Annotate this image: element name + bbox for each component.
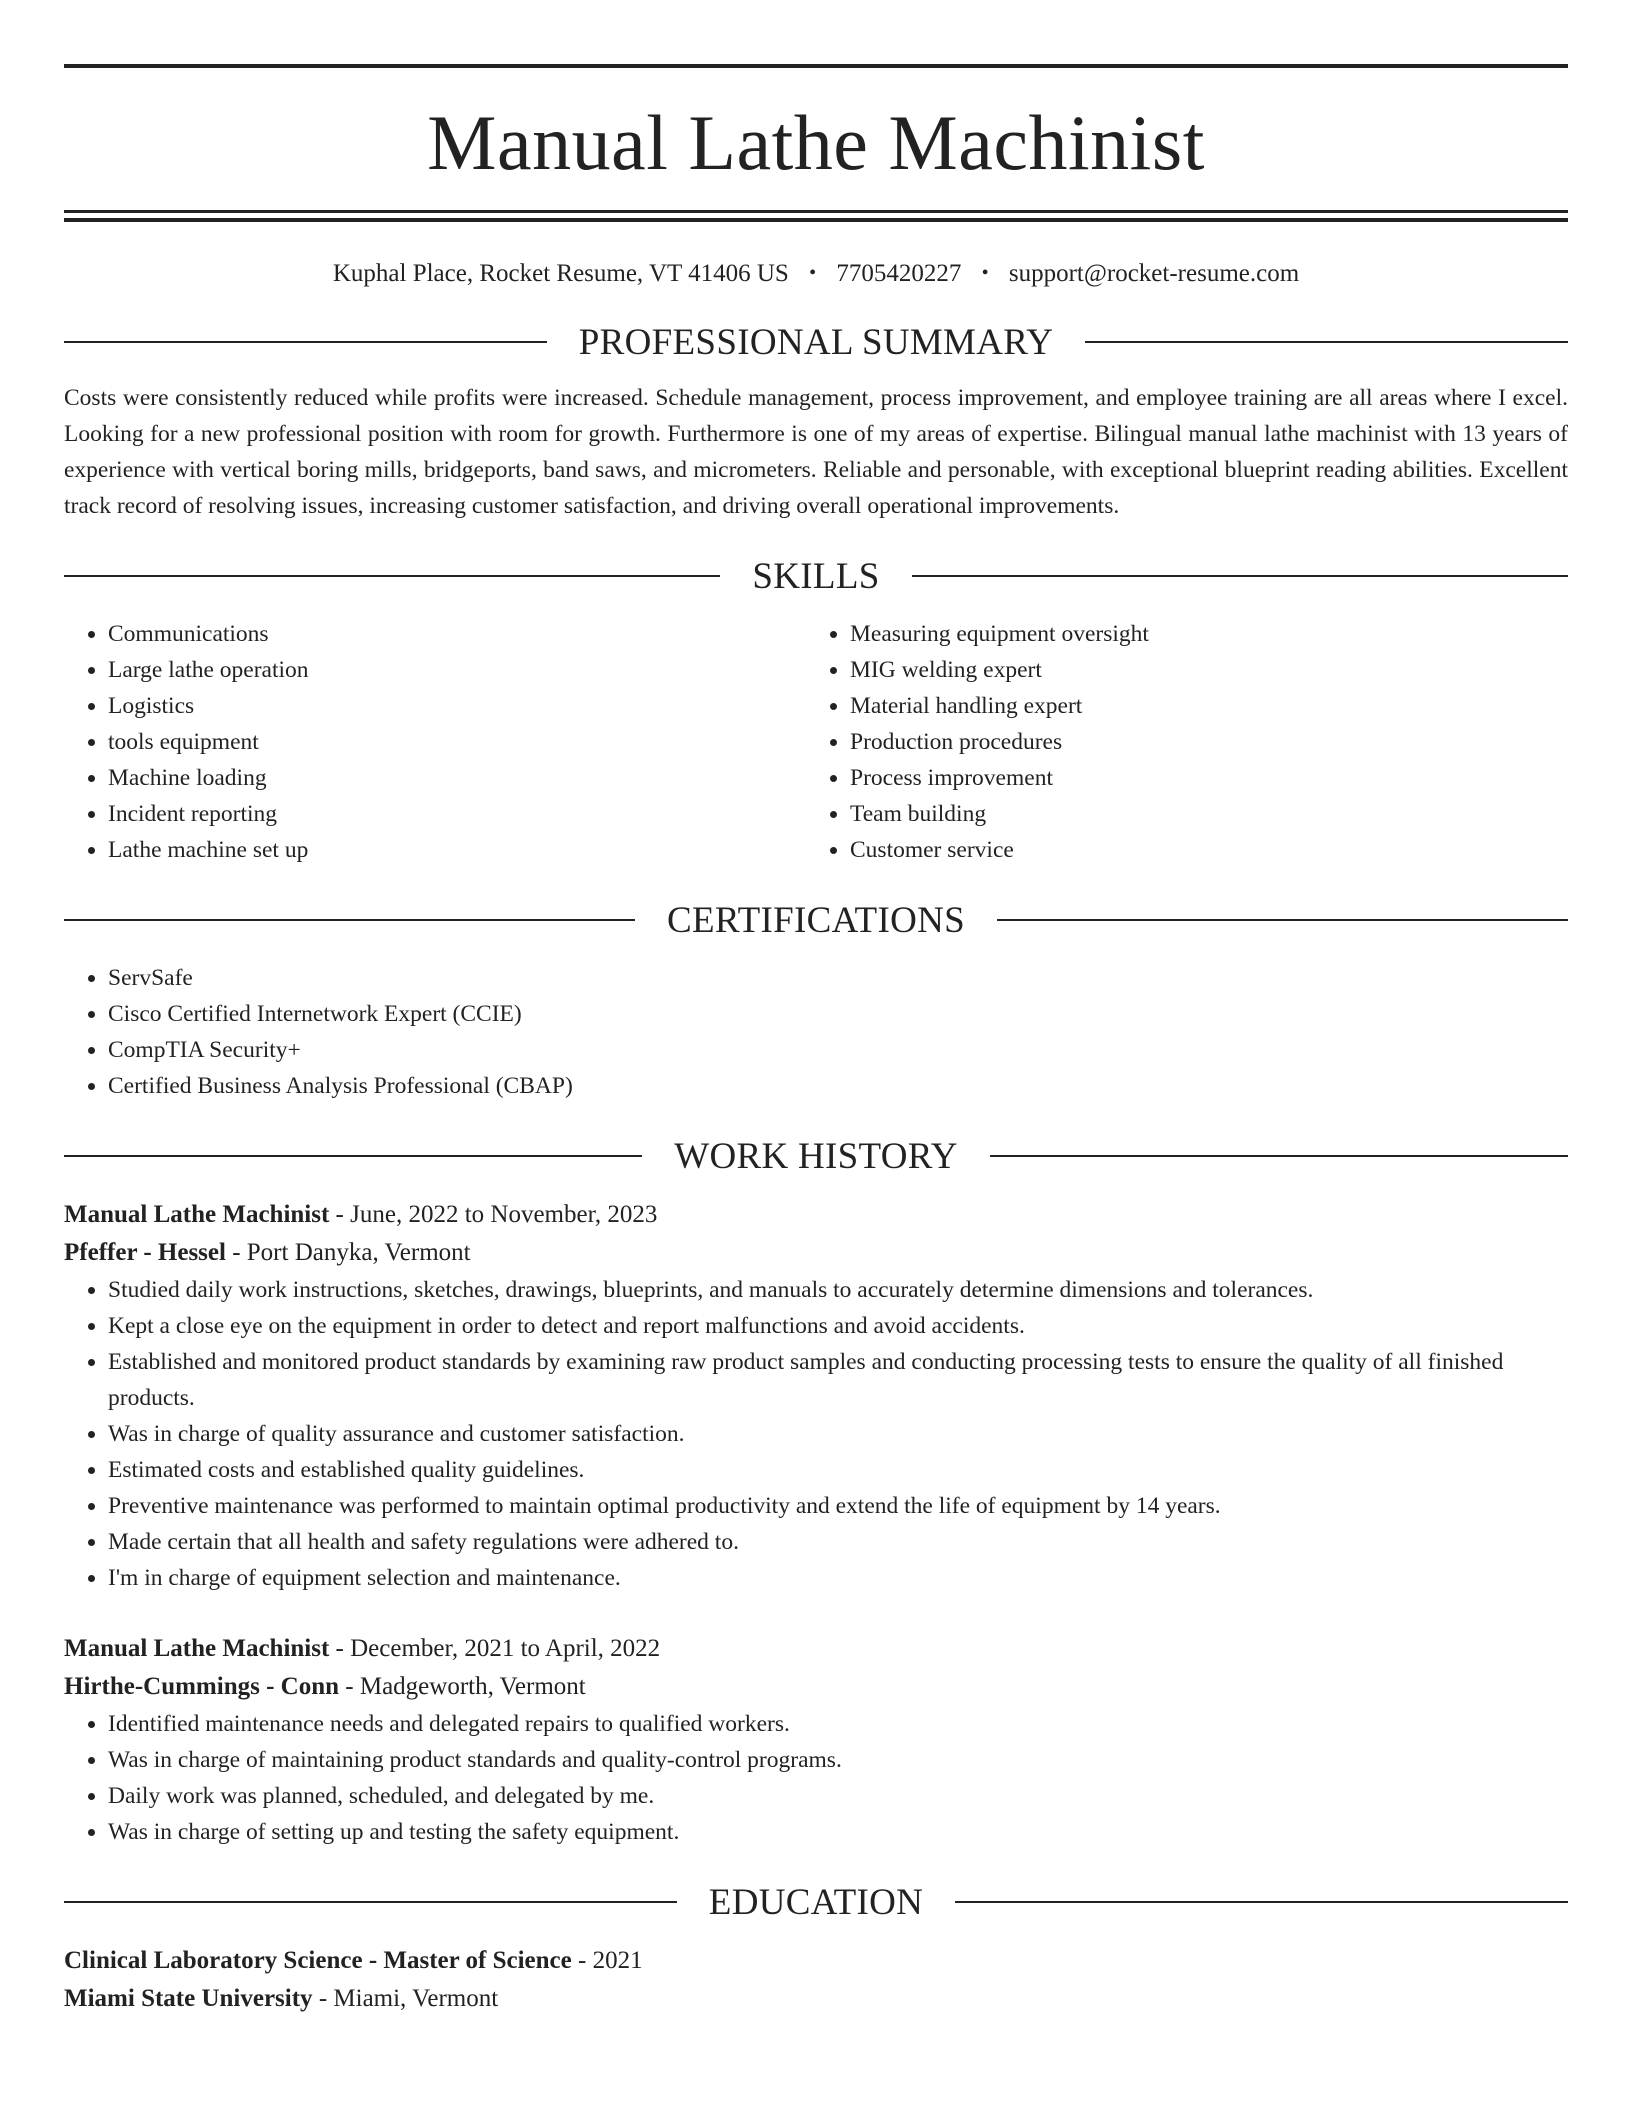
job-title: Manual Lathe Machinist (64, 1201, 330, 1228)
education-degree-line (64, 1942, 1568, 1980)
section-title-work-history: WORK HISTORY (674, 1135, 958, 1177)
job-company: Hirthe-Cummings - Conn (64, 1673, 340, 1700)
certification-item: • Cisco Certified Internetwork Expert (CCIE) (108, 996, 1568, 1032)
divider-line (64, 575, 720, 577)
job-title-line (64, 1630, 1568, 1668)
certification-item: • CompTIA Security+ (108, 1032, 1568, 1068)
contact-address: Kuphal Place, Rocket Resume, VT 41406 US (332, 260, 789, 287)
certifications-list (64, 960, 1568, 1104)
skill-item: • Production procedures (850, 724, 1548, 760)
job-duty-item: • Daily work was planned, scheduled, and delegated by me. (108, 1778, 1568, 1814)
divider-line (64, 919, 635, 921)
job-duty-item: • Studied daily work instructions, sketches, drawings, blueprints, and manuals to accurately determine dimensions and tolerances. (108, 1272, 1568, 1308)
resume-page (64, 0, 1568, 2018)
skill-item: • Incident reporting (108, 796, 806, 832)
contact-line (64, 256, 1568, 290)
section-title-skills: SKILLS (752, 555, 880, 597)
skills-column-left (64, 616, 806, 868)
skill-item: • Communications (108, 616, 806, 652)
job-company-line (64, 1668, 1568, 1706)
job-duty-item: • Estimated costs and established quality guidelines. (108, 1452, 1568, 1488)
education-degree: Clinical Laboratory Science - Master of Science (64, 1947, 572, 1974)
job-duty-item: • I'm in charge of equipment selection and maintenance. (108, 1560, 1568, 1596)
skill-item: • Machine loading (108, 760, 806, 796)
divider-line (64, 341, 547, 343)
job-entry (64, 1630, 1568, 1850)
job-duties (64, 1706, 1568, 1850)
divider-line (64, 1155, 642, 1157)
job-duties (64, 1272, 1568, 1596)
job-duty-item: • Preventive maintenance was performed to maintain optimal productivity and extend the life of equipment by 14 years. (108, 1488, 1568, 1524)
skills-column-right (806, 616, 1548, 868)
skill-item: • Team building (850, 796, 1548, 832)
section-header-certifications (64, 896, 1568, 944)
divider-line (1085, 341, 1568, 343)
section-header-summary (64, 318, 1568, 366)
education-school: Miami State University (64, 1985, 313, 2012)
job-entry (64, 1196, 1568, 1596)
certification-item: • Certified Business Analysis Professional (CBAP) (108, 1068, 1568, 1104)
skill-item: • Process improvement (850, 760, 1548, 796)
job-duty-item: • Was in charge of maintaining product standards and quality-control programs. (108, 1742, 1568, 1778)
skill-item: • MIG welding expert (850, 652, 1548, 688)
job-dates: - June, 2022 to November, 2023 (329, 1201, 658, 1228)
contact-separator: • (809, 262, 817, 284)
section-header-work-history (64, 1132, 1568, 1180)
job-location: - Port Danyka, Vermont (225, 1239, 471, 1266)
job-duty-item: • Was in charge of quality assurance and customer satisfaction. (108, 1416, 1568, 1452)
certification-item: • ServSafe (108, 960, 1568, 996)
job-dates: - December, 2021 to April, 2022 (329, 1635, 661, 1662)
job-duty-item: • Established and monitored product standards by examining raw product samples and conducting processing tests to ensure the quality of all finished products. (108, 1344, 1568, 1416)
skill-item: • Large lathe operation (108, 652, 806, 688)
divider-line (955, 1901, 1568, 1903)
job-duty-item: • Kept a close eye on the equipment in order to detect and report malfunctions and avoid accidents. (108, 1308, 1568, 1344)
section-header-skills (64, 552, 1568, 600)
skill-item: • Customer service (850, 832, 1548, 868)
summary-text: Costs were consistently reduced while profits were increased. Schedule management, process improvement, and employee training are all areas where I excel. Looking for a new professional position with room for growth. Furthermore is one of my areas of expertise. Bilingual manual lathe machinist with 13 years of experience with vertical boring mills, bridgeports, band saws, and micrometers. Reliable and personable, with exceptional blueprint reading abilities. Excellent track record of resolving issues, increasing customer satisfaction, and driving overall operational improvements. (64, 385, 1568, 519)
divider-line (64, 1901, 677, 1903)
contact-separator: • (981, 262, 989, 284)
section-title-summary: PROFESSIONAL SUMMARY (578, 321, 1054, 363)
section-title-certifications: CERTIFICATIONS (667, 899, 965, 941)
job-duty-item: • Was in charge of setting up and testing the safety equipment. (108, 1814, 1568, 1850)
divider-line (990, 1155, 1568, 1157)
job-title: Manual Lathe Machinist (64, 1635, 330, 1662)
skill-item: • tools equipment (108, 724, 806, 760)
divider-line (912, 575, 1568, 577)
section-header-education (64, 1878, 1568, 1926)
education-location: - Miami, Vermont (312, 1985, 499, 2012)
resume-title: Manual Lathe Machinist (427, 99, 1205, 186)
skill-item: • Measuring equipment oversight (850, 616, 1548, 652)
section-title-education: EDUCATION (708, 1881, 924, 1923)
job-company: Pfeffer - Hessel (64, 1239, 226, 1266)
job-company-line (64, 1234, 1568, 1272)
job-duty-item: • Identified maintenance needs and delegated repairs to qualified workers. (108, 1706, 1568, 1742)
skill-item: • Logistics (108, 688, 806, 724)
title-double-rule (64, 210, 1568, 222)
education-entry (64, 1942, 1568, 2018)
skill-item: • Material handling expert (850, 688, 1548, 724)
contact-phone: 7705420227 (836, 260, 962, 287)
contact-email[interactable]: support@rocket-resume.com (1008, 260, 1300, 287)
skills-list (64, 616, 1568, 868)
job-duty-item: • Made certain that all health and safety regulations were adhered to. (108, 1524, 1568, 1560)
job-location: - Madgeworth, Vermont (339, 1673, 586, 1700)
divider-line (997, 919, 1568, 921)
education-year: - 2021 (571, 1947, 643, 1974)
job-title-line (64, 1196, 1568, 1234)
skill-item: • Lathe machine set up (108, 832, 806, 868)
education-school-line (64, 1980, 1568, 2018)
